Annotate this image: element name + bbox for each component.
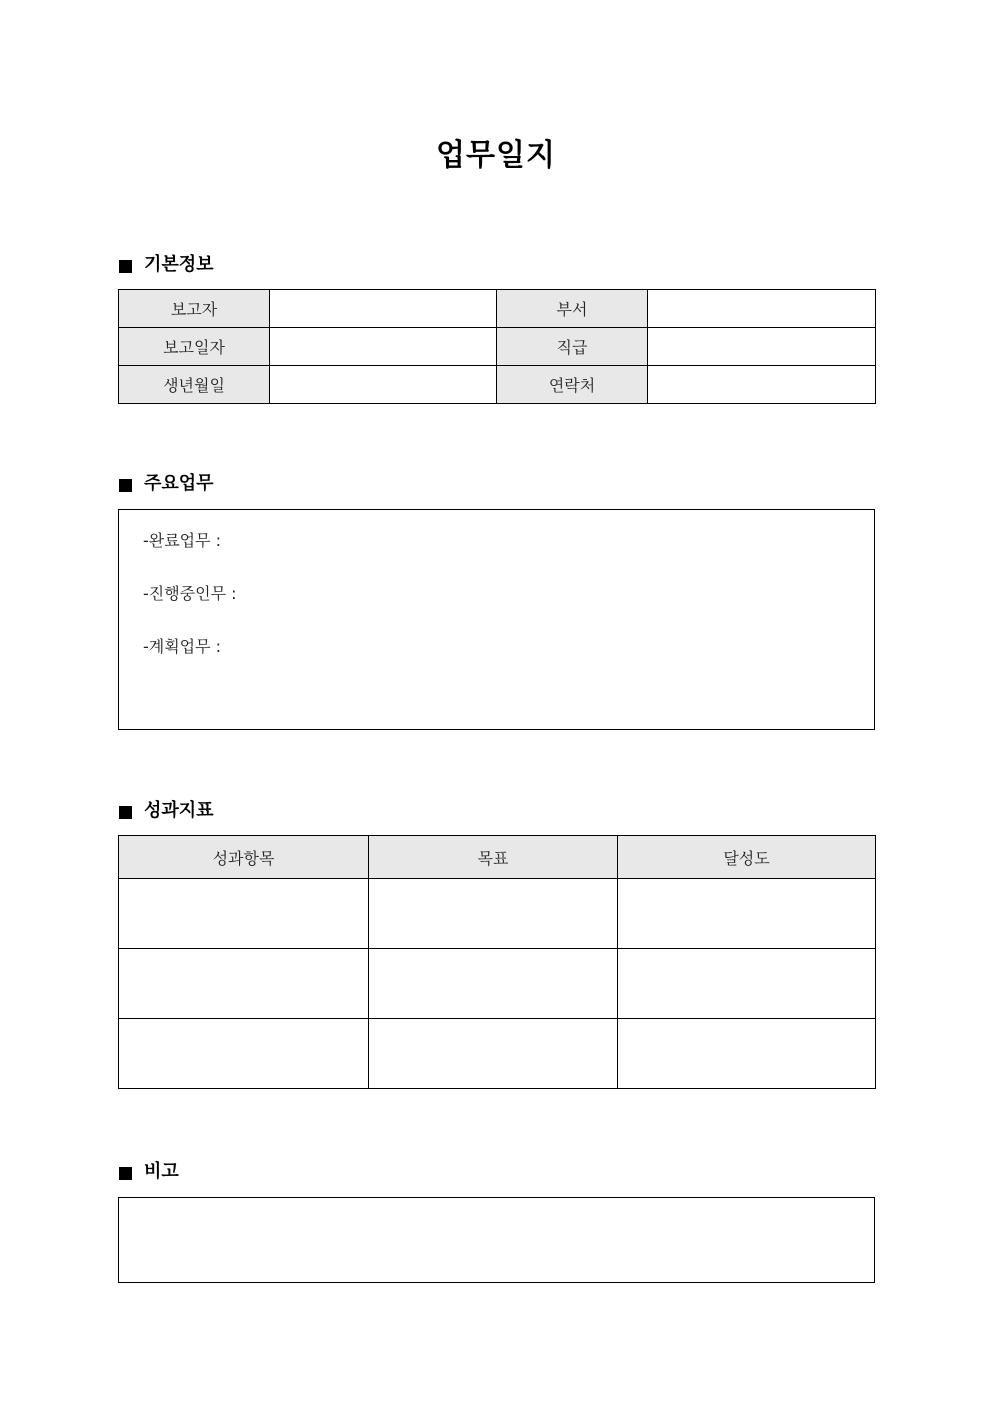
table-cell[interactable] bbox=[369, 1019, 618, 1089]
report-date-label: 보고일자 bbox=[119, 328, 270, 366]
in-progress-tasks-line: -진행중인무 : bbox=[143, 584, 237, 603]
report-date-field[interactable] bbox=[270, 328, 497, 366]
document-title: 업무일지 bbox=[436, 138, 556, 173]
basic-info-table bbox=[118, 289, 876, 404]
table-cell[interactable] bbox=[618, 1019, 876, 1089]
completed-tasks-line: -완료업무 : bbox=[143, 531, 222, 550]
table-row bbox=[119, 328, 876, 366]
contact-field[interactable] bbox=[648, 366, 876, 404]
main-tasks-box[interactable] bbox=[118, 509, 875, 730]
section-heading-basic-info bbox=[119, 253, 214, 277]
square-bullet-icon bbox=[119, 1167, 132, 1180]
table-cell[interactable] bbox=[119, 879, 369, 949]
section-heading-label: 비고 bbox=[144, 1161, 179, 1182]
table-row bbox=[119, 949, 876, 1019]
table-row bbox=[119, 366, 876, 404]
table-row bbox=[119, 1019, 876, 1089]
birth-date-field[interactable] bbox=[270, 366, 497, 404]
reporter-field[interactable] bbox=[270, 290, 497, 328]
table-cell[interactable] bbox=[618, 879, 876, 949]
table-row bbox=[119, 879, 876, 949]
column-header-achievement: 달성도 bbox=[618, 836, 876, 879]
performance-table bbox=[118, 835, 876, 1089]
square-bullet-icon bbox=[119, 260, 132, 273]
table-cell[interactable] bbox=[369, 879, 618, 949]
table-row bbox=[119, 290, 876, 328]
section-heading-main-tasks bbox=[119, 472, 214, 496]
table-cell[interactable] bbox=[119, 1019, 369, 1089]
department-field[interactable] bbox=[648, 290, 876, 328]
column-header-target: 목표 bbox=[369, 836, 618, 879]
department-label: 부서 bbox=[497, 290, 648, 328]
square-bullet-icon bbox=[119, 806, 132, 819]
planned-tasks-line: -계획업무 : bbox=[143, 637, 222, 656]
square-bullet-icon bbox=[119, 479, 132, 492]
birth-date-label: 생년월일 bbox=[119, 366, 270, 404]
position-label: 직급 bbox=[497, 328, 648, 366]
contact-label: 연락처 bbox=[497, 366, 648, 404]
remarks-box[interactable] bbox=[118, 1197, 875, 1283]
section-heading-label: 주요업무 bbox=[144, 473, 214, 494]
table-cell[interactable] bbox=[369, 949, 618, 1019]
section-heading-performance bbox=[119, 799, 214, 823]
table-header-row bbox=[119, 836, 876, 879]
table-cell[interactable] bbox=[119, 949, 369, 1019]
section-heading-remarks bbox=[119, 1160, 179, 1184]
column-header-item: 성과항목 bbox=[119, 836, 369, 879]
position-field[interactable] bbox=[648, 328, 876, 366]
reporter-label: 보고자 bbox=[119, 290, 270, 328]
section-heading-label: 성과지표 bbox=[144, 800, 214, 821]
table-cell[interactable] bbox=[618, 949, 876, 1019]
section-heading-label: 기본정보 bbox=[144, 254, 214, 275]
